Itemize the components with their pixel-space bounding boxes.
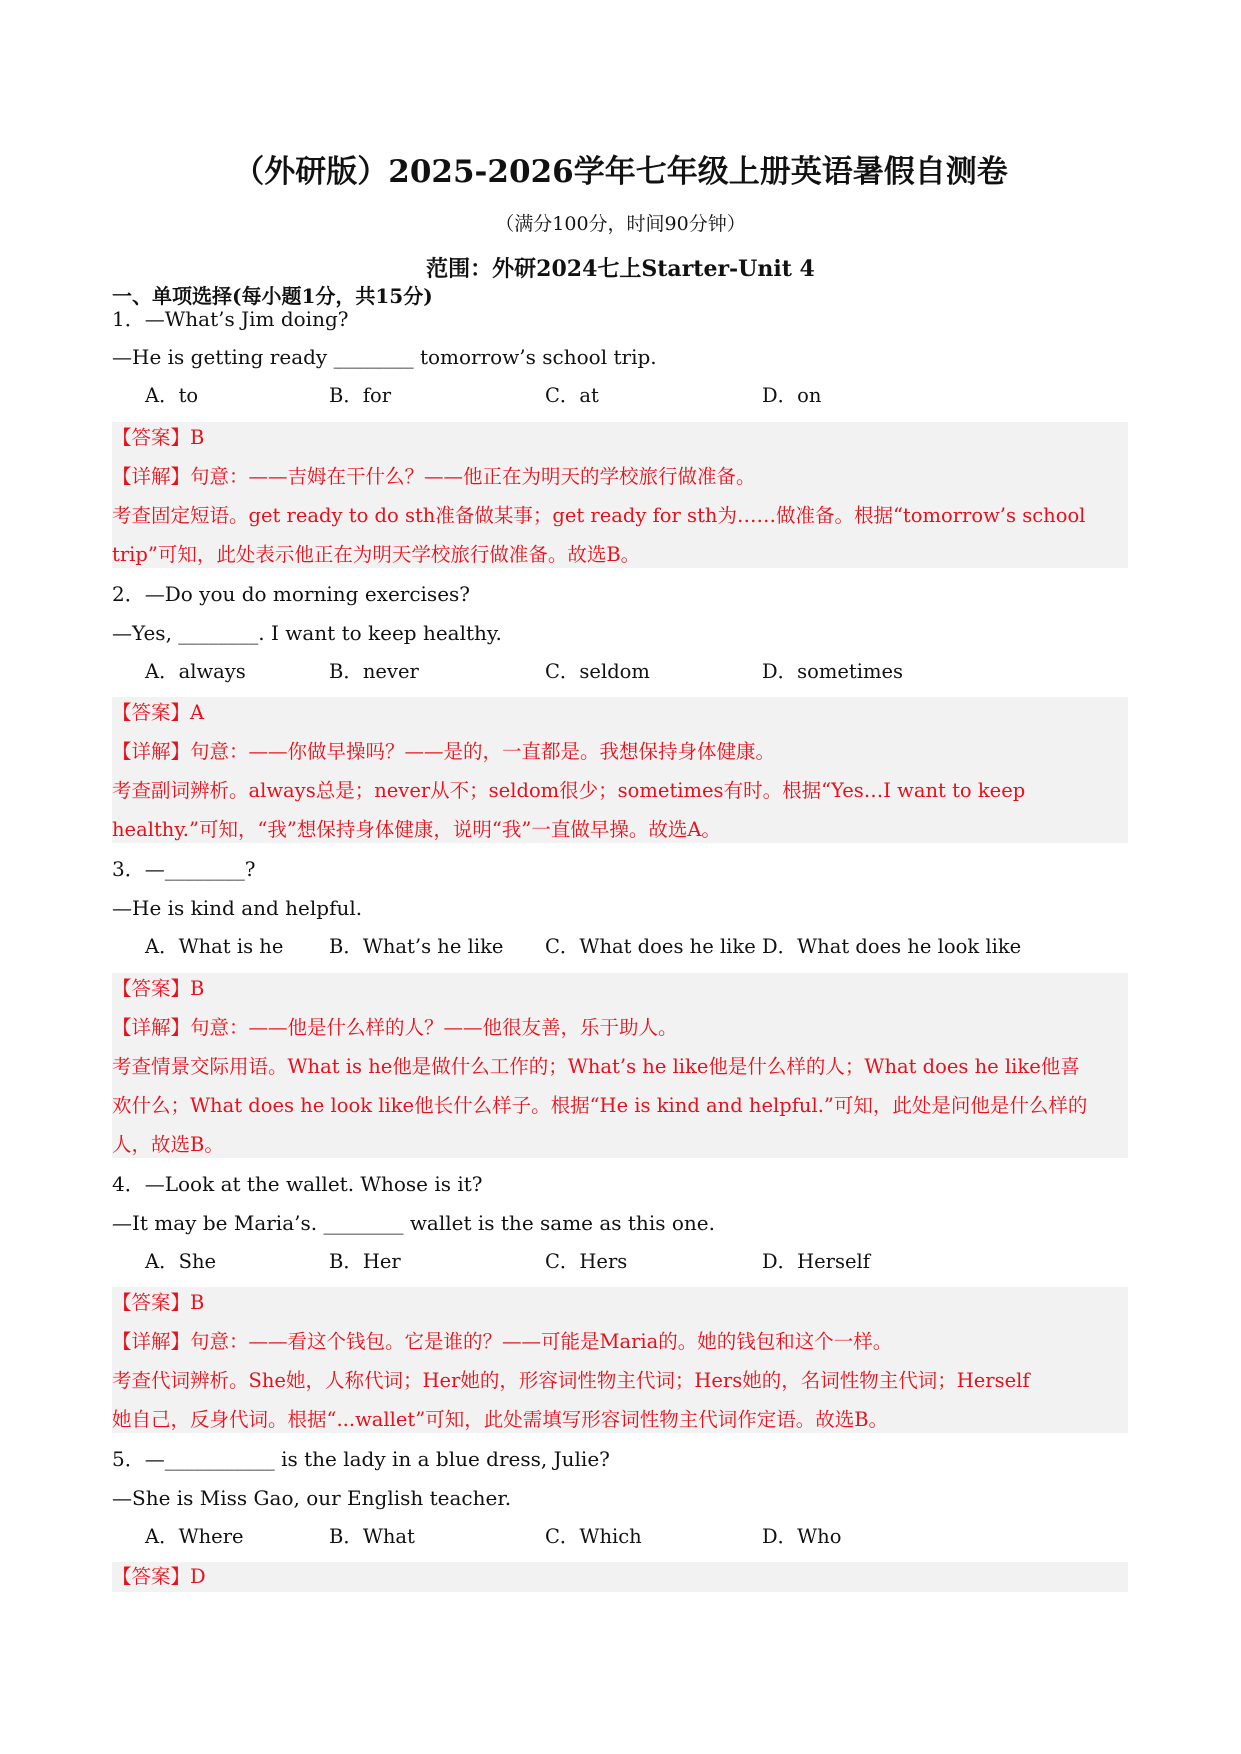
question-5-prompt: 5．—___________ is the lady in a blue dress, Julie?	[112, 1447, 610, 1471]
question-3-explain-line-1: 【详解】句意：——他是什么样的人？——他很友善，乐于助人。	[112, 1016, 678, 1039]
question-1-option-d: D．on	[762, 384, 822, 407]
question-5-option-d: D．Who	[762, 1525, 842, 1548]
question-3-prompt: 3．—________?	[112, 857, 256, 881]
question-1-option-c: C．at	[545, 384, 599, 407]
question-5-option-a: A．Where	[145, 1525, 244, 1548]
question-1-option-b: B．for	[329, 384, 392, 407]
question-2-option-c: C．seldom	[545, 660, 650, 683]
question-3-explain-line-2: 考查情景交际用语。What is he他是做什么工作的；What’s he like他是什么样的人；What does he like他喜	[112, 1055, 1080, 1078]
question-1-option-a: A．to	[145, 384, 199, 407]
question-3-option-a: A．What is he	[145, 935, 284, 958]
question-3-explain-line-4: 人，故选B。	[112, 1133, 224, 1156]
question-3-option-d: D．What does he look like	[762, 935, 1022, 958]
question-5-answer: 【答案】D	[112, 1565, 206, 1588]
question-1-explain-line-1: 【详解】句意：——吉姆在干什么？——他正在为明天的学校旅行做准备。	[112, 465, 756, 488]
question-1-explain-line-2: 考查固定短语。get ready to do sth准备做某事；get ready for sth为……做准备。根据“tomorrow’s school	[112, 504, 1086, 527]
question-4-option-a: A．She	[145, 1250, 217, 1273]
question-4-option-d: D．Herself	[762, 1250, 871, 1273]
question-3-answer: 【答案】B	[112, 977, 205, 1000]
question-2-explain-line-1: 【详解】句意：——你做早操吗？——是的，一直都是。我想保持身体健康。	[112, 740, 776, 763]
question-1-prompt: 1．—What’s Jim doing?	[112, 307, 349, 331]
page-title: （外研版）2025-2026学年七年级上册英语暑假自测卷	[233, 154, 1008, 190]
question-3-explain-line-3: 欢什么；What does he look like他长什么样子。根据“He is kind and helpful.”可知，此处是问他是什么样的	[112, 1094, 1088, 1117]
question-2-option-a: A．always	[145, 660, 246, 683]
question-4-explain-line-2: 考查代词辨析。She她，人称代词；Her她的，形容词性物主代词；Hers她的，名词性物主代词；Herself	[112, 1369, 1030, 1392]
question-3-option-b: B．What’s he like	[329, 935, 504, 958]
question-4-option-c: C．Hers	[545, 1250, 628, 1273]
question-5-option-c: C．Which	[545, 1525, 642, 1548]
score-time-note: （满分100分，时间90分钟）	[495, 213, 746, 235]
question-1-explain-line-3: trip”可知，此处表示他正在为明天学校旅行做准备。故选B。	[112, 543, 641, 566]
question-2-reply: —Yes, ________. I want to keep healthy.	[112, 621, 502, 645]
question-3-reply: —He is kind and helpful.	[112, 896, 363, 920]
question-4-reply: —It may be Maria’s. ________ wallet is the same as this one.	[112, 1211, 715, 1235]
question-4-explain-line-3: 她自己，反身代词。根据“...wallet”可知，此处需填写形容词性物主代词作定语。故选B。	[112, 1408, 889, 1431]
section-heading: 一、单项选择(每小题1分，共15分)	[112, 284, 433, 308]
question-1-answer: 【答案】B	[112, 426, 205, 449]
question-2-answer: 【答案】A	[112, 701, 205, 724]
question-2-option-b: B．never	[329, 660, 419, 683]
question-2-prompt: 2．—Do you do morning exercises?	[112, 582, 471, 606]
question-2-option-d: D．sometimes	[762, 660, 904, 683]
question-5-answer-box	[112, 1562, 1128, 1592]
question-4-answer: 【答案】B	[112, 1291, 205, 1314]
question-5-reply: —She is Miss Gao, our English teacher.	[112, 1486, 512, 1510]
question-5-option-b: B．What	[329, 1525, 415, 1548]
question-4-prompt: 4．—Look at the wallet. Whose is it?	[112, 1172, 483, 1196]
exam-scope: 范围：外研2024七上Starter-Unit 4	[426, 256, 815, 282]
question-2-explain-line-3: healthy.”可知，“我”想保持身体健康，说明“我”一直做早操。故选A。	[112, 818, 721, 841]
question-4-option-b: B．Her	[329, 1250, 401, 1273]
question-2-explain-line-2: 考查副词辨析。always总是；never从不；seldom很少；sometimes有时。根据“Yes…I want to keep	[112, 779, 1026, 802]
question-4-explain-line-1: 【详解】句意：——看这个钱包。它是谁的？——可能是Maria的。她的钱包和这个一样。	[112, 1330, 893, 1353]
question-1-reply: —He is getting ready ________ tomorrow’s school trip.	[112, 345, 657, 369]
question-3-option-c: C．What does he like	[545, 935, 756, 958]
